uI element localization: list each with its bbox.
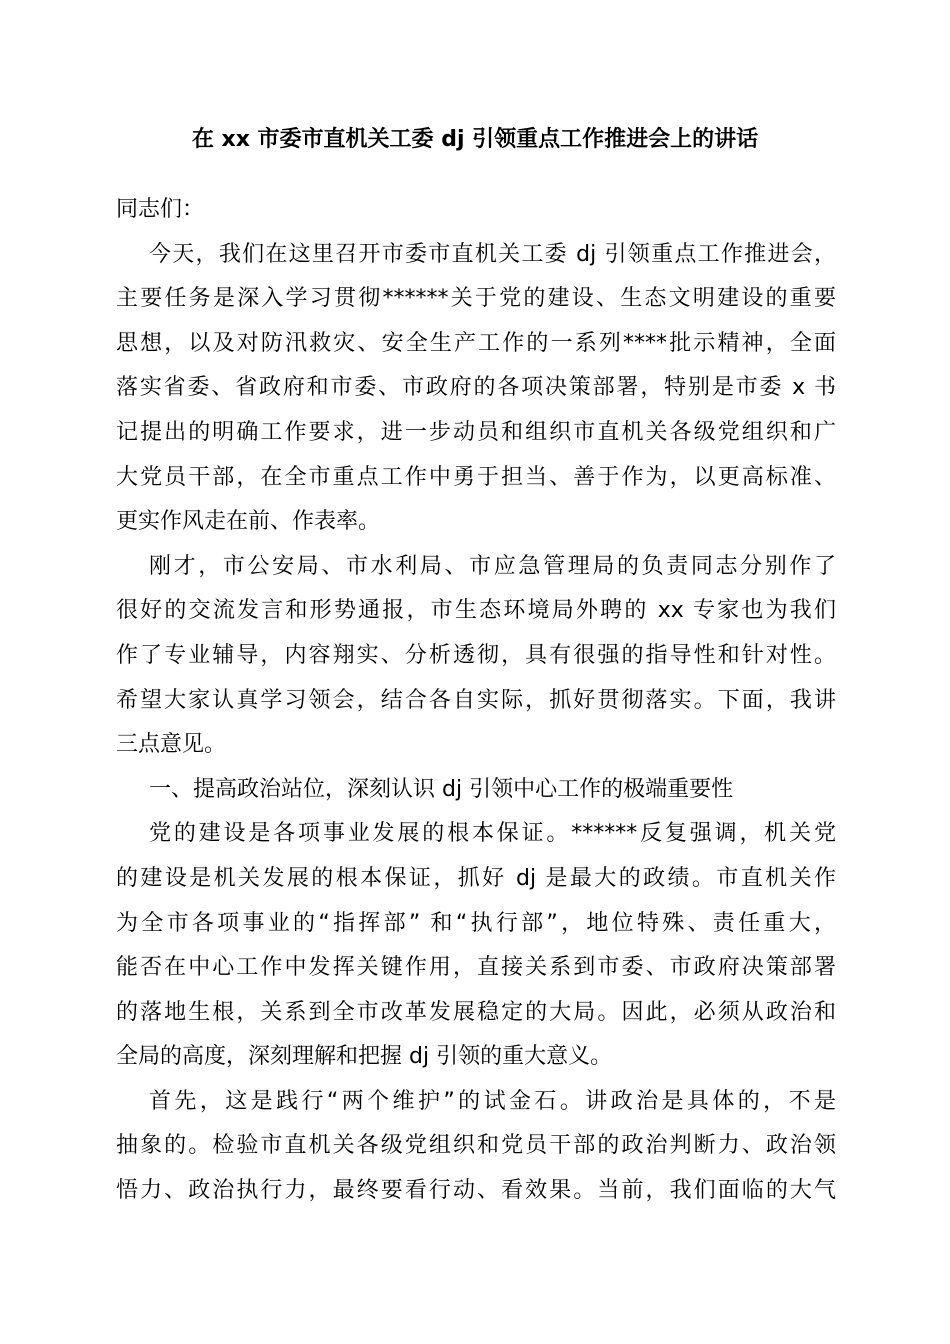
paragraph-line: 为全市各项事业的“指挥部” 和“执行部”，地位特殊、责任重大，: [116, 910, 836, 936]
paragraph-line: 三点意见。: [116, 732, 227, 758]
paragraph-line: 今天，我们在这里召开市委市直机关工委 dj 引领重点工作推进会，: [149, 241, 836, 267]
paragraph-line: 悟力、政治执行力，最终要看行动、看效果。当前，我们面临的大气: [116, 1178, 836, 1204]
paragraph-line: 的建设是机关发展的根本保证，抓好 dj 是最大的政绩。市直机关作: [116, 865, 836, 891]
paragraph-line: 记提出的明确工作要求，进一步动员和组织市直机关各级党组织和广: [116, 419, 836, 445]
paragraph-line: 刚才，市公安局、市水利局、市应急管理局的负责同志分别作了: [149, 553, 836, 579]
paragraph-line: 作了专业辅导，内容翔实、分析透彻，具有很强的指导性和针对性。: [116, 642, 836, 668]
paragraph-line: 全局的高度，深刻理解和把握 dj 引领的重大意义。: [116, 1044, 613, 1070]
paragraph-line: 抽象的。检验市直机关各级党组织和党员干部的政治判断力、政治领: [116, 1133, 836, 1159]
paragraph-line: 首先，这是践行“两个维护”的试金石。讲政治是具体的，不是: [149, 1088, 836, 1114]
section-heading: 一、提高政治站位，深刻认识 dj 引领中心工作的极端重要性: [149, 776, 734, 802]
paragraph-line: 大党员干部，在全市重点工作中勇于担当、善于作为，以更高标准、: [116, 464, 836, 490]
document-title: 在 xx 市委市直机关工委 dj 引领重点工作推进会上的讲话: [191, 127, 759, 152]
paragraph-line: 能否在中心工作中发挥关键作用，直接关系到市委、市政府决策部署: [116, 955, 836, 981]
paragraph-line: 希望大家认真学习领会，结合各自实际，抓好贯彻落实。下面，我讲: [116, 687, 836, 713]
paragraph-line: 落实省委、省政府和市委、市政府的各项决策部署，特别是市委 x 书: [116, 375, 836, 401]
document-body: [116, 188, 836, 1214]
paragraph-line: 更实作风走在前、作表率。: [116, 509, 381, 535]
paragraph-line: 党的建设是各项事业发展的根本保证。******反复强调，机关党: [149, 821, 836, 847]
paragraph-line: 很好的交流发言和形势通报，市生态环境局外聘的 xx 专家也为我们: [116, 598, 836, 624]
salutation-line: 同志们：: [116, 197, 205, 222]
paragraph-line: 主要任务是深入学习贯彻******关于党的建设、生态文明建设的重要: [116, 286, 836, 312]
paragraph-line: 的落地生根，关系到全市改革发展稳定的大局。因此，必须从政治和: [116, 999, 836, 1025]
paragraph-line: 思想，以及对防汛救灾、安全生产工作的一系列****批示精神，全面: [116, 330, 836, 356]
